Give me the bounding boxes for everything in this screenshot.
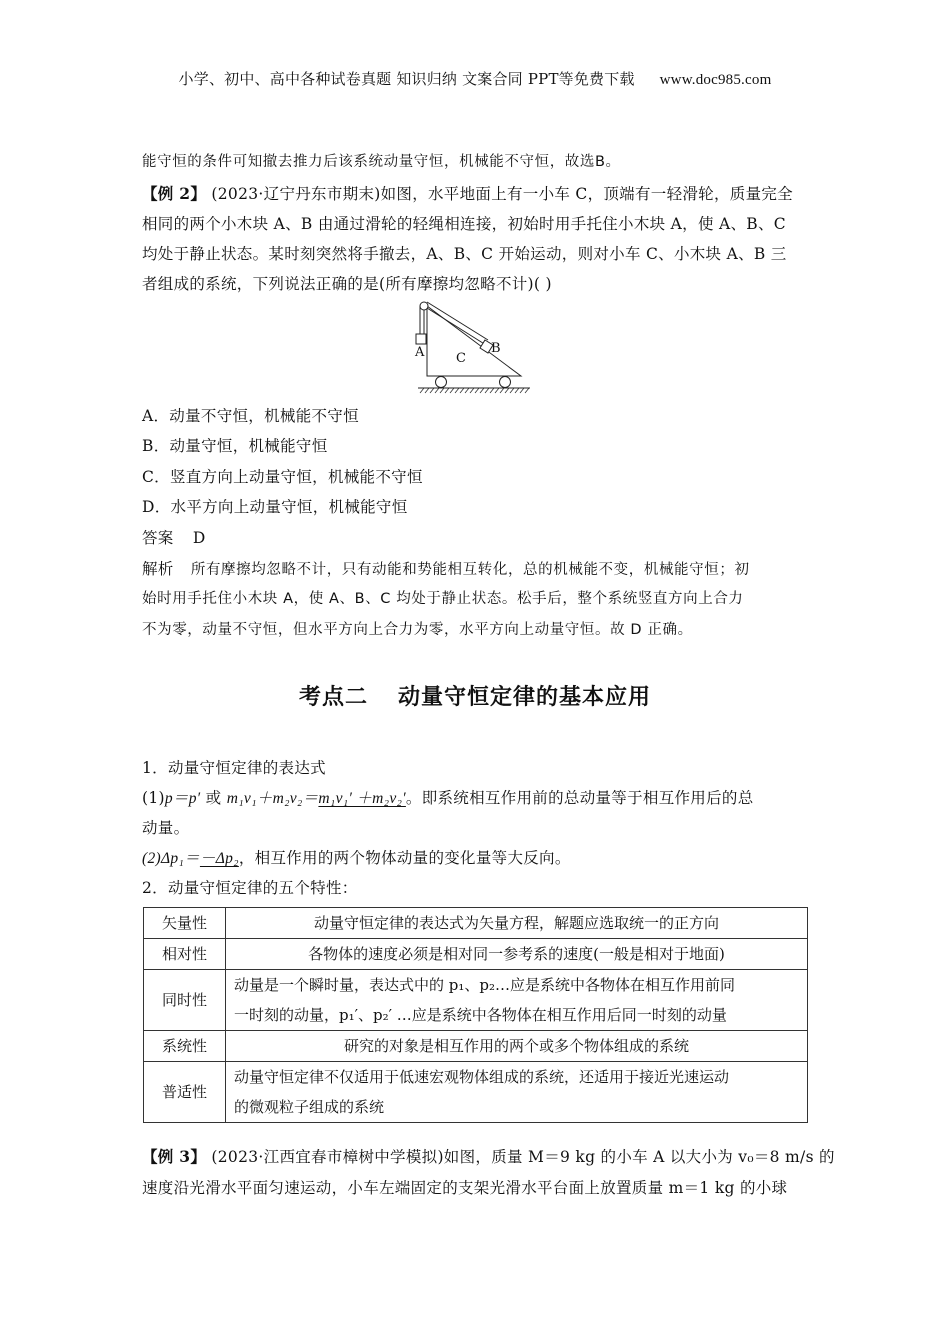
label-block-a: A: [415, 345, 425, 360]
feature-name: 普适性: [144, 1062, 226, 1123]
table-row: [144, 1062, 808, 1123]
option-c: C．竖直方向上动量守恒，机械能不守恒: [142, 468, 423, 486]
answer-value: D: [192, 529, 206, 547]
point1-item1: [142, 788, 812, 809]
feature-name: 相对性: [144, 939, 226, 970]
item1-formula-a: p＝p′: [164, 790, 201, 807]
feature-desc: 研究的对象是相互作用的两个或多个物体组成的系统: [226, 1031, 808, 1062]
analysis-line-2: 始时用手托住小木块 A，使 A、B、C 均处于静止状态。松手后，整个系统竖直方向上合力: [142, 591, 744, 607]
analysis-line-3: 不为零，动量不守恒，但水平方向上合力为零，水平方向上动量守恒。故 D 正确。: [142, 622, 693, 638]
item2-suffix: ，相互作用的两个物体动量的变化量等大反向。: [238, 849, 571, 867]
item1-blank-answer: m₁v₁′ ＋m₂v₂′: [318, 790, 406, 807]
item1-formula-b: m₁v₁＋m₂v₂＝: [226, 790, 319, 807]
header-text: 小学、初中、高中各种试卷真题 知识归纳 文案合同 PPT等免费下载: [178, 70, 635, 88]
example2-line-1: [142, 184, 812, 204]
item2-prefix: (2)Δp₁＝: [142, 850, 200, 867]
feature-desc-line: 动量是一个瞬时量，表达式中的 p₁、p₂…应是系统中各物体在相互作用前同: [234, 976, 736, 994]
point1-item1-cont: 动量。: [142, 819, 190, 837]
item1-suffix: 。即系统相互作用前的总动量等于相互作用后的总: [405, 789, 754, 807]
cart-pulley-diagram: [408, 298, 533, 400]
feature-desc-line: 动量守恒定律不仅适用于低速宏观物体组成的系统，还适用于接近光速运动: [234, 1068, 730, 1086]
answer-row: [142, 528, 812, 548]
example2-tag: 【例 2】: [142, 184, 207, 203]
answer-label: 答案: [142, 529, 174, 547]
analysis-text-1: 所有摩擦均忽略不计，只有动能和势能相互转化，总的机械能不变，机械能守恒；初: [190, 562, 750, 578]
example3-tag: 【例 3】: [142, 1147, 207, 1166]
table-row: [144, 1031, 808, 1062]
example3-source: (2023·江西宜春市樟树中学模拟): [211, 1148, 444, 1166]
feature-desc-line: 的微观粒子组成的系统: [234, 1098, 385, 1116]
example3-line-1: [142, 1147, 835, 1167]
example2-line-3: 均处于静止状态。某时刻突然将手撤去，A、B、C 开始运动，则对小车 C、小木块 A、B 三: [142, 245, 787, 263]
item1-or: 或: [200, 789, 227, 807]
feature-name: 同时性: [144, 970, 226, 1031]
label-block-b: B: [491, 341, 501, 356]
section-heading: 动量守恒定律的基本应用: [398, 685, 652, 710]
feature-name: 系统性: [144, 1031, 226, 1062]
feature-desc: [226, 970, 808, 1031]
point1-item2: [142, 848, 812, 869]
analysis-line-1: [142, 559, 812, 580]
feature-name: 矢量性: [144, 908, 226, 939]
prev-conclusion: 能守恒的条件可知撤去推力后该系统动量守恒，机械能不守恒，故选B。: [142, 154, 621, 170]
feature-desc: [226, 1062, 808, 1123]
option-d: D．水平方向上动量守恒，机械能守恒: [142, 498, 408, 516]
item2-blank-answer: －Δp₂: [199, 850, 239, 867]
page-header: [0, 68, 950, 89]
item1-prefix: (1): [142, 789, 165, 807]
option-a: A．动量不守恒，机械能不守恒: [142, 407, 359, 425]
example2-source: (2023·辽宁丹东市期末): [211, 185, 381, 203]
example2-line-2: 相同的两个小木块 A、B 由通过滑轮的轻绳相连接，初始时用手托住小木块 A，使 A、B、C: [142, 215, 786, 233]
feature-desc-line: 一时刻的动量，p₁′、p₂′ …应是系统中各物体在相互作用后同一时刻的动量: [234, 1006, 727, 1024]
features-table: [143, 907, 808, 1123]
section-number: 考点二: [298, 685, 368, 710]
feature-desc: 动量守恒定律的表达式为矢量方程，解题应选取统一的正方向: [226, 908, 808, 939]
header-url[interactable]: www.doc985.com: [659, 72, 772, 88]
point1-heading: 1．动量守恒定律的表达式: [142, 759, 326, 777]
example2-line-4: 者组成的系统，下列说法正确的是(所有摩擦均忽略不计)( ): [142, 275, 552, 293]
example2-text-1: 如图，水平地面上有一小车 C，顶端有一轻滑轮，质量完全: [380, 185, 793, 203]
label-cart-c: C: [456, 351, 466, 366]
table-row: [144, 939, 808, 970]
table-row: [144, 970, 808, 1031]
feature-desc: 各物体的速度必须是相对同一参考系的速度(一般是相对于地面): [226, 939, 808, 970]
example3-text-1: 如图，质量 M＝9 kg 的小车 A 以大小为 v₀＝8 m/s 的: [443, 1148, 835, 1166]
example3-line-2: 速度沿光滑水平面匀速运动，小车左端固定的支架光滑水平台面上放置质量 m＝1 kg 的小球: [142, 1179, 788, 1197]
table-row: [144, 908, 808, 939]
analysis-label: 解析: [142, 560, 174, 578]
point2-heading: 2．动量守恒定律的五个特性：: [142, 879, 358, 897]
section-title: [0, 680, 950, 711]
option-b: B．动量守恒，机械能守恒: [142, 437, 328, 455]
